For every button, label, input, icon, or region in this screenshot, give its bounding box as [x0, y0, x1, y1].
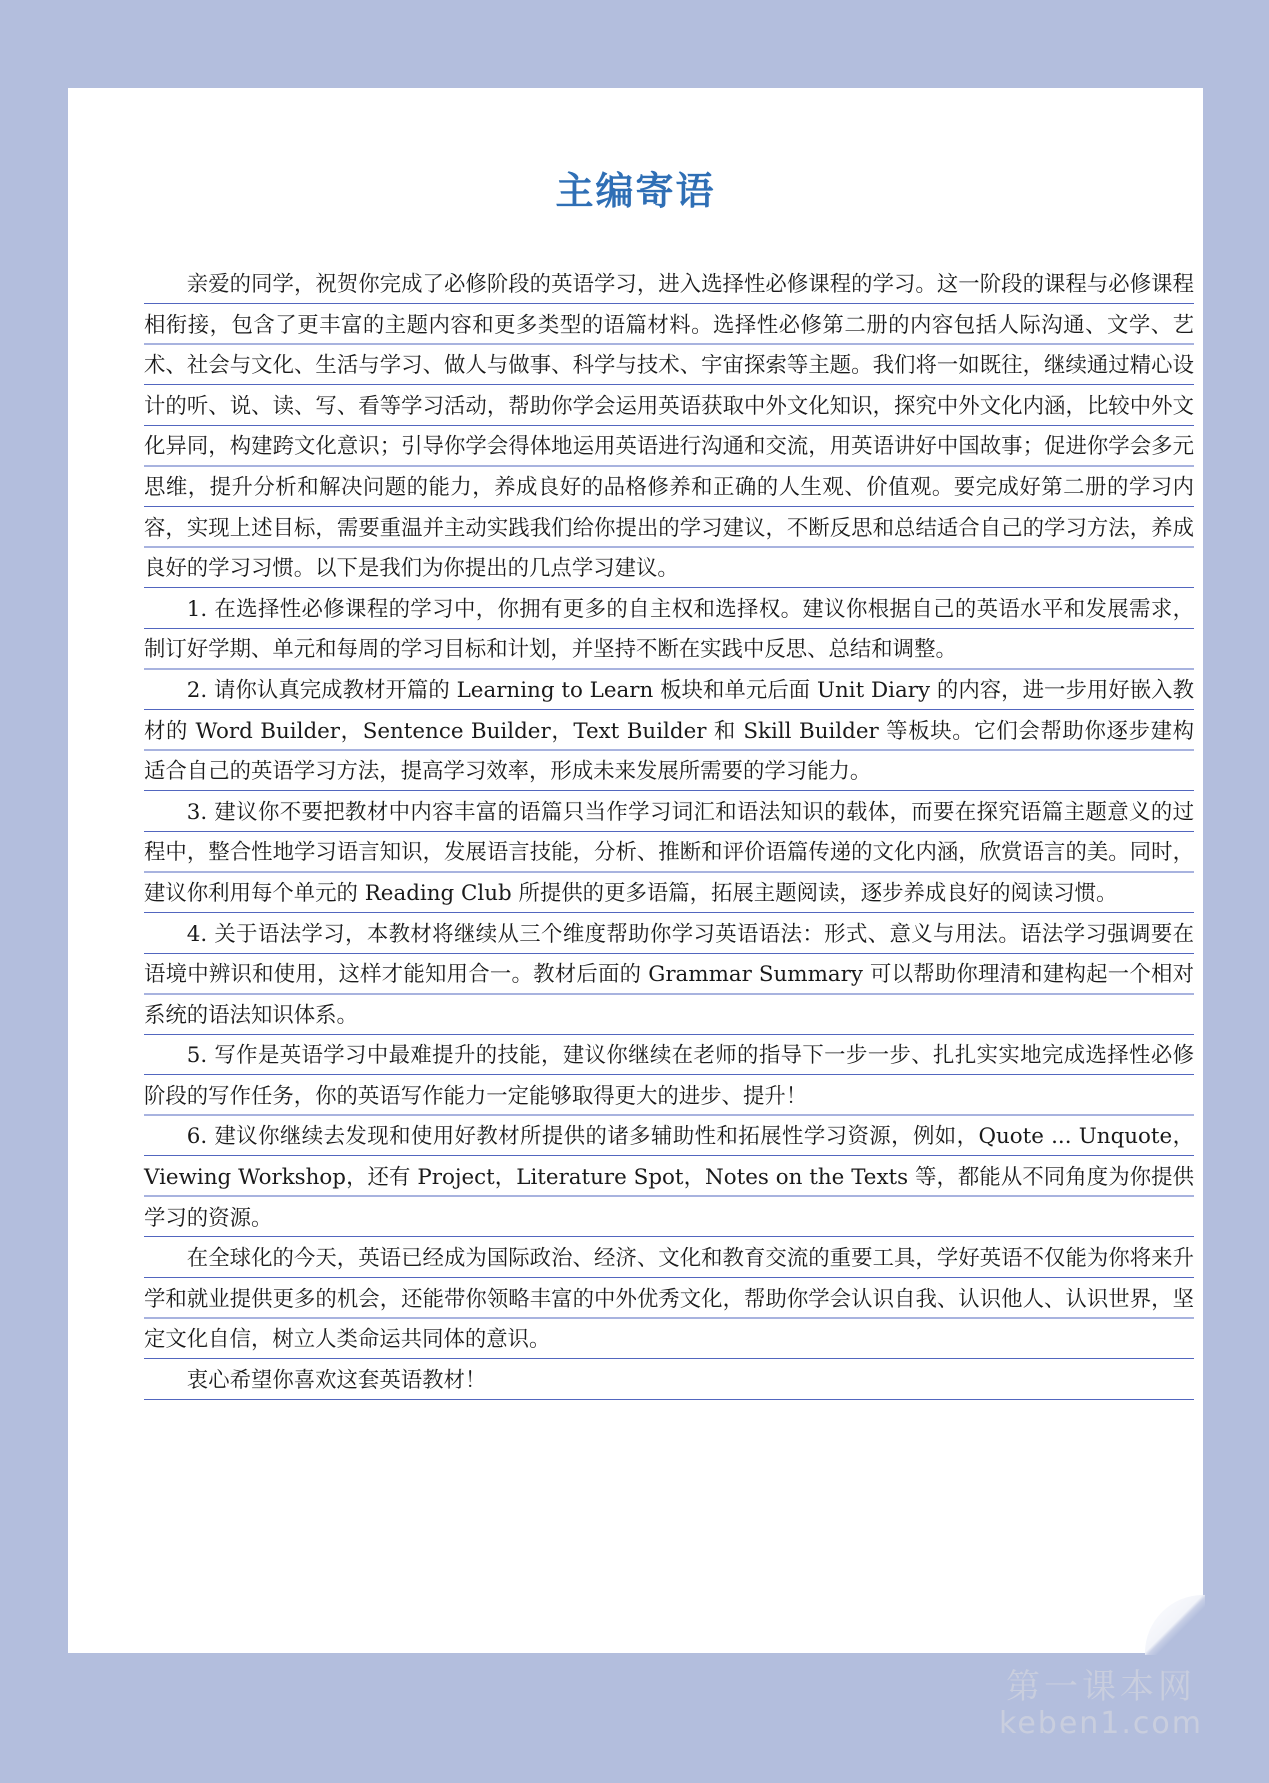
suggestion-2-paragraph: 2. 请你认真完成教材开篇的 Learning to Learn 板块和单元后面 Unit Diary 的内容，进一步用好嵌入教材的 Word Builder，Sentence Builder，Text Builder 和 Skill Builder 等板块。它们会帮助你逐步建构适合自己的英语学习方法，提高学习效率，形成未来发展所需要的学习能力。 — [144, 671, 1194, 793]
suggestion-5-paragraph: 5. 写作是英语学习中最难提升的技能，建议你继续在老师的指导下一步一步、扎扎实实地完成选择性必修阶段的写作任务，你的英语写作能力一定能够取得更大的进步、提升！ — [144, 1036, 1194, 1117]
intro-paragraph: 亲爱的同学，祝贺你完成了必修阶段的英语学习，进入选择性必修课程的学习。这一阶段的课程与必修课程相衔接，包含了更丰富的主题内容和更多类型的语篇材料。选择性必修第二册的内容包括人际沟通、文学、艺术、社会与文化、生活与学习、做人与做事、科学与技术、宇宙探索等主题。我们将一如既往，继续通过精心设计的听、说、读、写、看等学习活动，帮助你学会运用英语获取中外文化知识，探究中外文化内涵，比较中外文化异同，构建跨文化意识；引导你学会得体地运用英语进行沟通和交流，用英语讲好中国故事；促进你学会多元思维，提升分析和解决问题的能力，养成良好的品格修养和正确的人生观、价值观。要完成好第二册的学习内容，实现上述目标，需要重温并主动实践我们给你提出的学习建议，不断反思和总结适合自己的学习方法，养成良好的学习习惯。以下是我们为你提出的几点学习建议。 — [144, 265, 1194, 590]
site-watermark — [999, 1667, 1203, 1741]
letter-body — [144, 265, 1194, 1402]
page-curl-corner — [1145, 1595, 1205, 1655]
closing-wish: 衷心希望你喜欢这套英语教材！ — [144, 1361, 1194, 1402]
suggestion-3-paragraph: 3. 建议你不要把教材中内容丰富的语篇只当作学习词汇和语法知识的载体，而要在探究语篇主题意义的过程中，整合性地学习语言知识，发展语言技能，分析、推断和评价语篇传递的文化内涵，欣赏语言的美。同时，建议你利用每个单元的 Reading Club 所提供的更多语篇，拓展主题阅读，逐步养成良好的阅读习惯。 — [144, 793, 1194, 915]
suggestion-4-paragraph: 4. 关于语法学习，本教材将继续从三个维度帮助你学习英语语法：形式、意义与用法。语法学习强调要在语境中辨识和使用，这样才能知用合一。教材后面的 Grammar Summary 可以帮助你理清和建构起一个相对系统的语法知识体系。 — [144, 915, 1194, 1037]
page-title: 主编寄语 — [555, 169, 716, 213]
closing-paragraph: 在全球化的今天，英语已经成为国际政治、经济、文化和教育交流的重要工具，学好英语不仅能为你将来升学和就业提供更多的机会，还能带你领略丰富的中外优秀文化，帮助你学会认识自我、认识他人、认识世界，坚定文化自信，树立人类命运共同体的意识。 — [144, 1239, 1194, 1361]
suggestion-6-paragraph: 6. 建议你继续去发现和使用好教材所提供的诸多辅助性和拓展性学习资源，例如，Quote ... Unquote，Viewing Workshop，还有 Project，Literature Spot，Notes on the Texts 等，都能从不同角度为你提供学习的资源。 — [144, 1117, 1194, 1239]
watermark-chinese: 第一课本网 — [1006, 1667, 1196, 1707]
suggestion-1-paragraph: 1. 在选择性必修课程的学习中，你拥有更多的自主权和选择权。建议你根据自己的英语水平和发展需求，制订好学期、单元和每周的学习目标和计划，并坚持不断在实践中反思、总结和调整。 — [144, 590, 1194, 671]
watermark-domain: keben1.com — [999, 1706, 1203, 1741]
page-sheet — [68, 88, 1203, 1653]
